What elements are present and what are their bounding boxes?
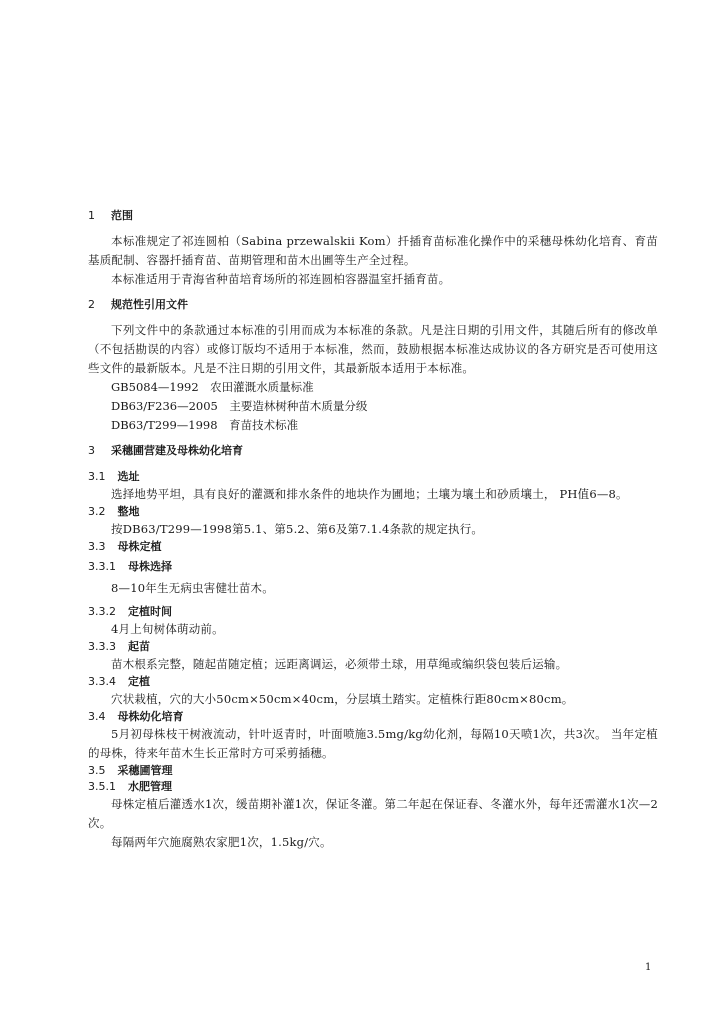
paragraph: 5月初母株枝干树液流动，针叶返青时，叶面喷施3.5mg/kg幼化剂，每隔10天喷1次，共3次。 当年定植的母株，待来年苗木生长正常时方可采剪插穗。 [88, 727, 658, 760]
paragraph: 本标准适用于青海省种苗培育场所的祁连圆柏容器温室扦插育苗。 [111, 272, 451, 286]
reference-item: DB63/F236—2005 主要造林树种苗木质量分级 [111, 399, 368, 413]
reference-item: GB5084—1992 农田灌溉水质量标准 [111, 380, 314, 394]
paragraph: 8—10年生无病虫害健壮苗木。 [111, 581, 274, 595]
paragraph: 按DB63/T299—1998第5.1、第5.2、第6及第7.1.4条款的规定执行。 [111, 522, 484, 536]
section-heading-3-3: 3.3 母株定植 [88, 540, 162, 553]
paragraph: 选择地势平坦，具有良好的灌溉和排水条件的地块作为圃地；土壤为壤土和砂质壤土， PH值6—8。 [111, 487, 628, 501]
section-heading-1: 1 范围 [88, 209, 133, 222]
paragraph: 苗木根系完整，随起苗随定植；远距离调运，必须带土球，用草绳或编织袋包装后运输。 [111, 657, 568, 671]
paragraph: 母株定植后灌透水1次，缓苗期补灌1次，保证冬灌。第二年起在保证春、冬灌水外，每年还需灌水1次—2次。 [88, 797, 658, 830]
section-heading-3-5-1: 3.5.1 水肥管理 [88, 780, 172, 793]
section-heading-3-3-1: 3.3.1 母株选择 [88, 560, 172, 573]
document-body [88, 208, 658, 852]
reference-item: DB63/T299—1998 育苗技术标准 [111, 418, 299, 432]
section-heading-3-3-4: 3.3.4 定植 [88, 675, 150, 688]
paragraph: 本标准规定了祁连圆柏（Sabina przewalskii Kom）扦插育苗标准化操作中的采穗母株幼化培育、育苗基质配制、容器扦插育苗、苗期管理和苗木出圃等生产全过程。 [88, 234, 658, 267]
section-heading-3-2: 3.2 整地 [88, 505, 140, 518]
page-number: 1 [645, 962, 652, 973]
section-heading-3-4: 3.4 母株幼化培育 [88, 710, 184, 723]
section-heading-3-3-3: 3.3.3 起苗 [88, 640, 150, 653]
section-heading-2: 2 规范性引用文件 [88, 298, 188, 311]
section-heading-3: 3 采穗圃营建及母株幼化培育 [88, 444, 243, 457]
section-heading-3-5: 3.5 采穗圃管理 [88, 764, 173, 777]
paragraph: 穴状栽植，穴的大小50cm×50cm×40cm，分层填土踏实。定植株行距80cm×80cm。 [111, 692, 574, 706]
section-heading-3-1: 3.1 选址 [88, 470, 140, 483]
paragraph: 4月上旬树体萌动前。 [111, 622, 224, 636]
paragraph: 每隔两年穴施腐熟农家肥1次，1.5kg/穴。 [111, 835, 332, 849]
paragraph: 下列文件中的条款通过本标准的引用而成为本标准的条款。凡是注日期的引用文件，其随后所有的修改单（不包括勘误的内容）或修订版均不适用于本标准，然而，鼓励根据本标准达成协议的各方研究是否可使用这些文件的最新版本。凡是不注日期的引用文件，其最新版本适用于本标准。 [88, 323, 658, 375]
section-heading-3-3-2: 3.3.2 定植时间 [88, 605, 172, 618]
